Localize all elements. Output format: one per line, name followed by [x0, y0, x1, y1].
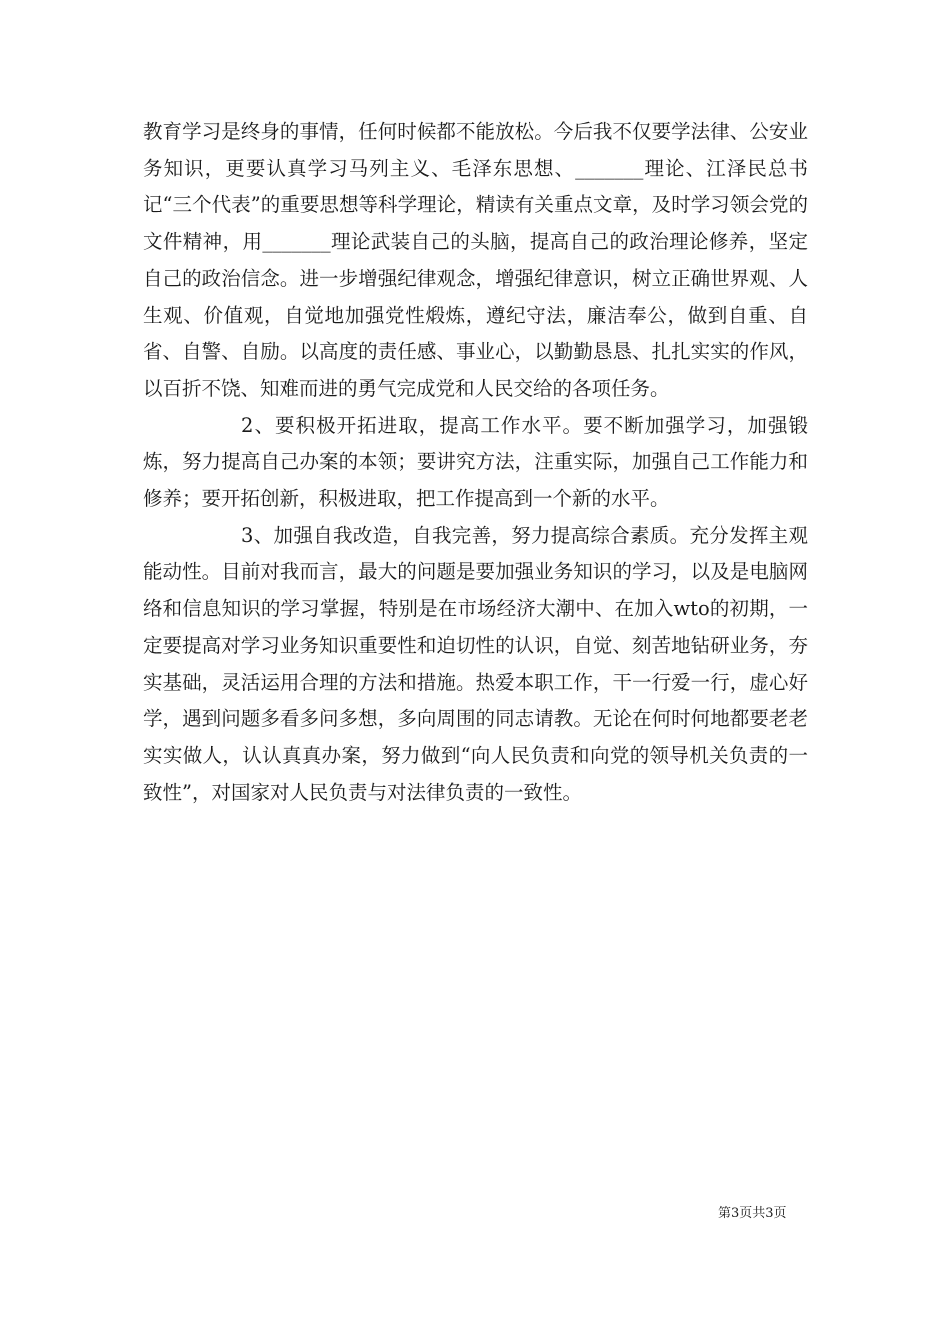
- paragraph-item-2: 2、要积极开拓进取，提高工作水平。要不断加强学习，加强锻炼，努力提高自己办案的本领；要讲究方法，注重实际，加强自己工作能力和修养；要开拓创新，积极进取，把工作提高到一个新的水平。: [143, 413, 808, 511]
- document-body: [143, 114, 808, 811]
- paragraph-item-3: 3、加强自我改造，自我完善，努力提高综合素质。充分发挥主观能动性。目前对我而言，最大的问题是要加强业务知识的学习，以及是电脑网络和信息知识的学习掌握，特别是在市场经济大潮中、在加入wto的初期，一定要提高对学习业务知识重要性和迫切性的认识，自觉、刻苦地钻研业务，夯实基础，灵活运用合理的方法和措施。热爱本职工作，干一行爱一行，虚心好学，遇到问题多看多问多想，多向周围的同志请教。无论在何时何地都要老老实实做人，认认真真办案，努力做到“向人民负责和向党的领导机关负责的一致性”，对国家对人民负责与对法律负责的一致性。: [143, 523, 808, 804]
- paragraph-study-continuation: 教育学习是终身的事情，任何时候都不能放松。今后我不仅要学法律、公安业务知识，更要认真学习马列主义、毛泽东思想、_______理论、江泽民总书记“三个代表”的重要思想等科学理论，精读有关重点文章，及时学习领会党的文件精神，用_______理论武装自己的头脑，提高自己的政治理论修养，坚定自己的政治信念。进一步增强纪律观念，增强纪律意识，树立正确世界观、人生观、价值观，自觉地加强党性煅炼，遵纪守法，廉洁奉公，做到自重、自省、自警、自励。以高度的责任感、事业心，以勤勤恳恳、扎扎实实的作风，以百折不饶、知难而进的勇气完成党和人民交给的各项任务。: [143, 120, 808, 400]
- page-number-footer: 第3页共3页: [718, 1206, 787, 1221]
